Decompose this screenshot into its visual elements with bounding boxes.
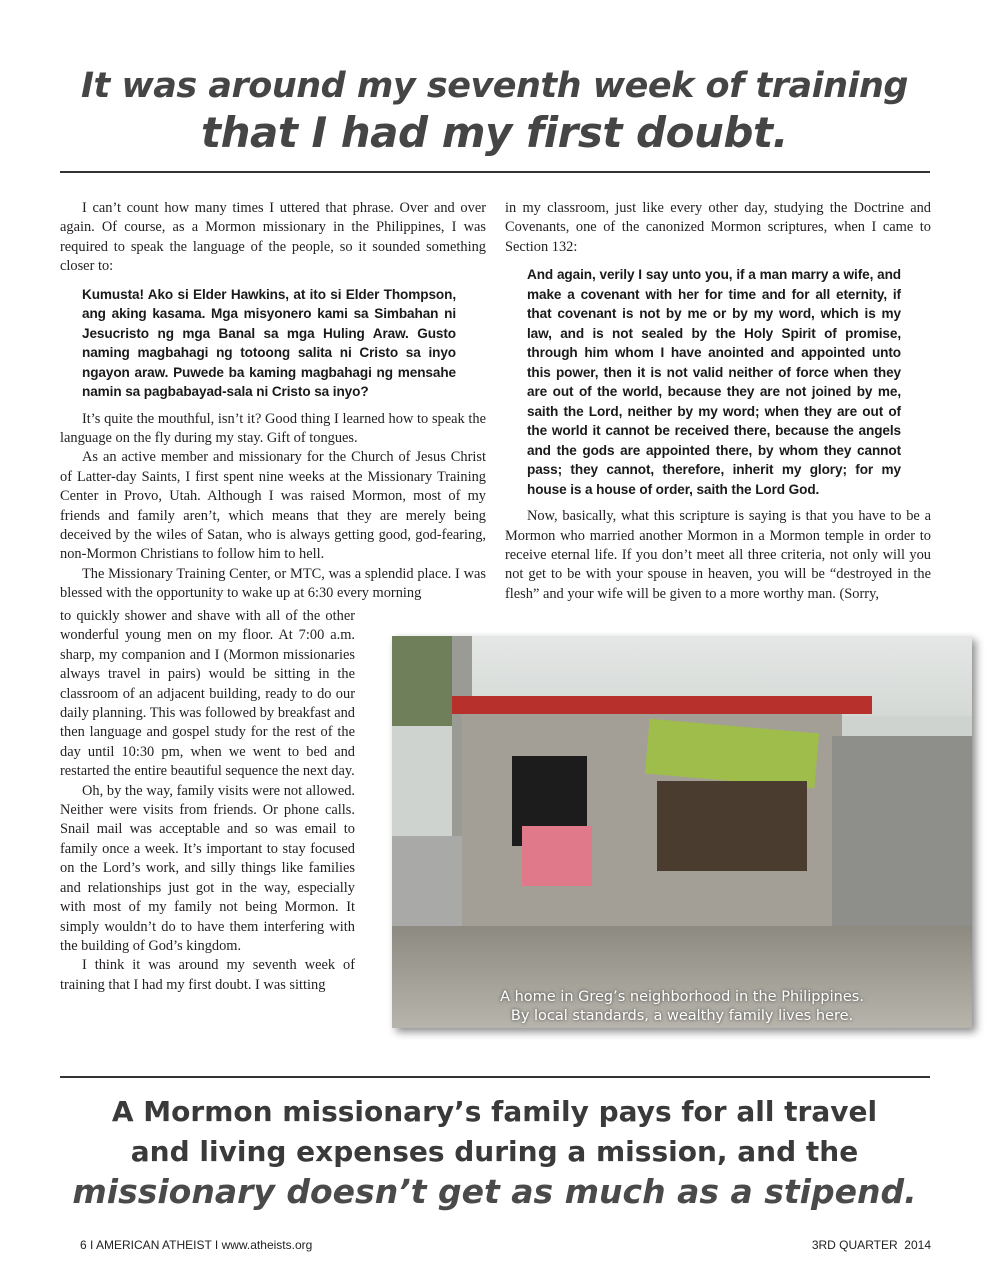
top-divider [60, 171, 930, 173]
pull-quote-line-2: and living expenses during a mission, and the [130, 1135, 859, 1168]
right-shack [832, 736, 972, 956]
house-photo [392, 636, 972, 1028]
footer-issue: 3RD QUARTER 2014 [811, 1238, 931, 1252]
paragraph: in my classroom, just like every other day, studying the Doctrine and Covenants, one of the canonized Mormon scriptures, when I came to Section 132: [505, 200, 931, 255]
red-roof [452, 696, 872, 714]
photo-caption [392, 988, 972, 1026]
pull-quote-line-3: missionary doesn’t get as much as a stipend. [72, 1172, 917, 1211]
right-column [505, 199, 931, 604]
paragraph: Oh, by the way, family visits were not allowed. Neither were visits from friends. Or phone calls. Snail mail was acceptable and so was email to family once a week. It’s important to stay focused on the Lord’s work, and silly things like families and relationships just got in the way, especially with most of my family not being Mormon. It simply wouldn’t do to have them interfering with the building of God’s kingdom. [60, 782, 355, 954]
store-front [657, 781, 807, 871]
paragraph: It’s quite the mouthful, isn’t it? Good thing I learned how to speak the language on the fly during my stay. Gift of tongues. [60, 410, 486, 447]
pull-quote-line-1: A Mormon missionary’s family pays for all travel [111, 1095, 878, 1128]
tagalog-quote: Kumusta! Ako si Elder Hawkins, at ito si Elder Thompson, ang aking kasama. Mga misyonero kami sa Simbahan ni Jesucristo ng mga Banal sa mga Huling Araw. Gusto naming magbahagi ng totoong salita ni Cristo sa inyo ngayon araw. Puwede ba kaming magbahagi ng mensahe namin sa pagbabayad-sala ni Cristo sa inyo? [82, 286, 456, 400]
paragraph: I can’t count how many times I uttered that phrase. Over and over again. Of course, as a Mormon missionary in the Philippines, I was required to speak the language of the people, so it sounded something closer to: [60, 200, 486, 275]
paragraph: Now, basically, what this scripture is saying is that you have to be a Mormon who married another Mormon in a Mormon temple in order to receive eternal life. If you don’t meet all three criteria, not only will you not get to be with your spouse in heaven, you will be “destroyed in the flesh” and your wife will be given to a more worthy man. (Sorry, [505, 508, 931, 602]
caption-line-2: By local standards, a wealthy family lives here. [510, 1008, 854, 1024]
pull-quote-divider [60, 1076, 930, 1078]
paragraph: The Missionary Training Center, or MTC, was a splendid place. I was blessed with the opportunity to wake up at 6:30 every morning [60, 565, 486, 602]
footer-page-info: 6 I AMERICAN ATHEIST I www.atheists.org [80, 1238, 313, 1252]
scripture-quote: And again, verily I say unto you, if a man marry a wife, and make a covenant with her for time and for all eternity, if that covenant is not by me or by my word, which is my law, and is not sealed by the Holy Spirit of promise, through him whom I have anointed and appointed unto this power, then it is not valid neither of force when they are out of the world, because they are not joined by me, saith the Lord, neither by my word; when they are out of the world it cannot be received there, because the angels and the gods are appointed there, by whom they cannot pass; they cannot, therefore, inherit my glory; for my house is a house of order, saith the Lord God. [527, 267, 901, 497]
paragraph: As an active member and missionary for the Church of Jesus Christ of Latter-day Saints, I first spent nine weeks at the Missionary Training Center in Provo, Utah. Although I was raised Mormon, most of my friends and family aren’t, which means that they are merely being deceived by the wiles of Satan, who is always getting good, god-fearing, non-Mormon Christians to follow him to hell. [60, 449, 486, 563]
paragraph: to quickly shower and shave with all of the other wonderful young men on my floor. At 7:00 a.m. sharp, my companion and I (Mormon missionaries always travel in pairs) would be sitting in the classroom of an adjacent building, ready to do our daily planning. This was followed by breakfast and then language and gospel study for the rest of the day until 10:30 pm, when we went to bed and restarted the entire beautiful sequence the next day. [60, 608, 355, 780]
paragraph: I think it was around my seventh week of training that I had my first doubt. I was sitting [60, 957, 355, 993]
left-column-lower [60, 607, 355, 995]
pink-cloth [522, 826, 592, 886]
headline-line-2: that I had my first doubt. [201, 108, 788, 157]
headline-line-1: It was around my seventh week of training [81, 66, 908, 106]
left-column-upper [60, 199, 486, 604]
caption-line-1: A home in Greg’s neighborhood in the Philippines. [500, 989, 864, 1005]
